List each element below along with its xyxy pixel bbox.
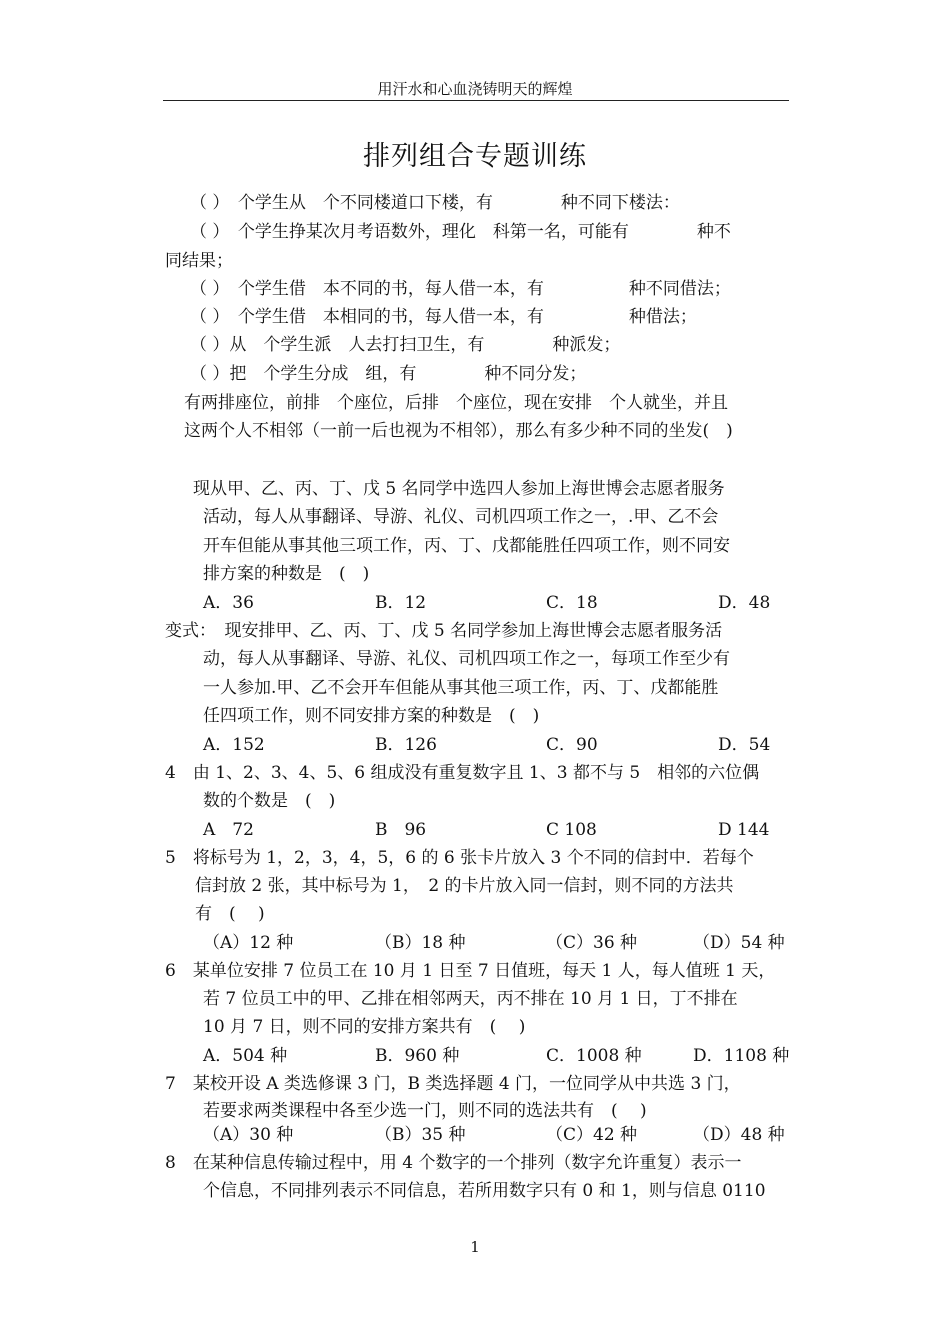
option-c: （C）42 种 xyxy=(546,1125,638,1145)
header-rule xyxy=(163,100,789,101)
question-line: 若要求两类课程中各至少选一门，则不同的选法共有 ( ) xyxy=(203,1101,647,1121)
option-b: B．12 xyxy=(375,593,427,613)
intro-line: （ ）把 个学生分成 组，有 种不同分发； xyxy=(190,364,587,384)
option-a: A．36 xyxy=(203,593,254,613)
option-c: C．1008 种 xyxy=(546,1046,642,1066)
intro-line: 同结果； xyxy=(165,251,233,271)
option-b: （B）35 种 xyxy=(375,1125,466,1145)
document-title: 排列组合专题训练 xyxy=(363,141,587,172)
option-a: A．504 种 xyxy=(203,1046,288,1066)
running-header: 用汗水和心血浇铸明天的辉煌 xyxy=(377,80,573,98)
option-d: D．54 xyxy=(718,735,771,755)
question-line: 4 由 1、2、3、4、5、6 组成没有重复数字且 1、3 都不与 5 相邻的六位偶 xyxy=(165,763,760,783)
option-b: B．126 xyxy=(375,735,437,755)
question-line: 5 将标号为 1，2，3，4，5，6 的 6 张卡片放入 3 个不同的信封中．若每个 xyxy=(165,848,754,868)
option-d: D．1108 种 xyxy=(693,1046,790,1066)
intro-line: （ ） 个学生挣某次月考语数外，理化 科第一名，可能有 种不 xyxy=(190,222,731,242)
question-line: 若 7 位员工中的甲、乙排在相邻两天，丙不排在 10 月 1 日，丁不排在 xyxy=(203,989,738,1009)
question-line: 8 在某种信息传输过程中，用 4 个数字的一个排列（数字允许重复）表示一 xyxy=(165,1153,742,1173)
option-d: （D）48 种 xyxy=(693,1125,785,1145)
question-line: 个信息，不同排列表示不同信息，若所用数字只有 0 和 1，则与信息 0110 xyxy=(203,1181,766,1201)
question-line: 变式： 现安排甲、乙、丙、丁、戊 5 名同学参加上海世博会志愿者服务活 xyxy=(165,621,723,641)
intro-line: （ ）从 个学生派 人去打扫卫生，有 种派发； xyxy=(190,335,621,355)
page-number: 1 xyxy=(470,1238,480,1256)
option-c: （C）36 种 xyxy=(546,933,638,953)
question-line: 排方案的种数是 ( ) xyxy=(203,564,370,584)
intro-line: （ ） 个学生借 本相同的书，每人借一本，有 种借法； xyxy=(190,307,697,327)
option-c: C．90 xyxy=(546,735,598,755)
intro-line: 有两排座位，前排 个座位，后排 个座位，现在安排 个人就坐，并且 xyxy=(184,393,728,413)
question-line: 活动，每人从事翻译、导游、礼仪、司机四项工作之一，.甲、乙不会 xyxy=(203,507,719,527)
question-line: 数的个数是 ( ) xyxy=(203,791,336,811)
option-c: C．18 xyxy=(546,593,598,613)
option-a: A 72 xyxy=(203,820,254,840)
option-b: （B）18 种 xyxy=(375,933,466,953)
question-line: 动，每人从事翻译、导游、礼仪、司机四项工作之一，每项工作至少有 xyxy=(203,649,730,669)
question-line: 6 某单位安排 7 位员工在 10 月 1 日至 7 日值班，每天 1 人，每人值班 1 天， xyxy=(165,961,776,981)
option-b: B 96 xyxy=(375,820,427,840)
question-line: 7 某校开设 A 类选修课 3 门，B 类选择题 4 门，一位同学从中共选 3 门， xyxy=(165,1074,741,1094)
option-a: （A）30 种 xyxy=(203,1125,294,1145)
option-a: A．152 xyxy=(203,735,265,755)
question-line: 10 月 7 日，则不同的安排方案共有 ( ) xyxy=(203,1017,526,1037)
option-d: （D）54 种 xyxy=(693,933,785,953)
option-d: D．48 xyxy=(718,593,771,613)
option-a: （A）12 种 xyxy=(203,933,294,953)
intro-line: 这两个人不相邻（一前一后也视为不相邻），那么有多少种不同的坐发( ) xyxy=(184,421,733,441)
intro-line: （ ） 个学生从 个不同楼道口下楼，有 种不同下楼法： xyxy=(190,193,680,213)
option-d: D 144 xyxy=(718,820,770,840)
question-line: 任四项工作，则不同安排方案的种数是 ( ) xyxy=(203,706,540,726)
option-c: C 108 xyxy=(546,820,597,840)
question-line: 有 ( ) xyxy=(195,904,265,924)
intro-line: （ ） 个学生借 本不同的书，每人借一本，有 种不同借法； xyxy=(190,279,731,299)
question-line: 现从甲、乙、丙、丁、戊 5 名同学中选四人参加上海世博会志愿者服务 xyxy=(193,479,725,499)
question-line: 信封放 2 张，其中标号为 1， 2 的卡片放入同一信封，则不同的方法共 xyxy=(195,876,734,896)
question-line: 开车但能从事其他三项工作，丙、丁、戊都能胜任四项工作，则不同安 xyxy=(203,536,730,556)
option-b: B．960 种 xyxy=(375,1046,460,1066)
question-line: 一人参加.甲、乙不会开车但能从事其他三项工作，丙、丁、戊都能胜 xyxy=(203,678,719,698)
